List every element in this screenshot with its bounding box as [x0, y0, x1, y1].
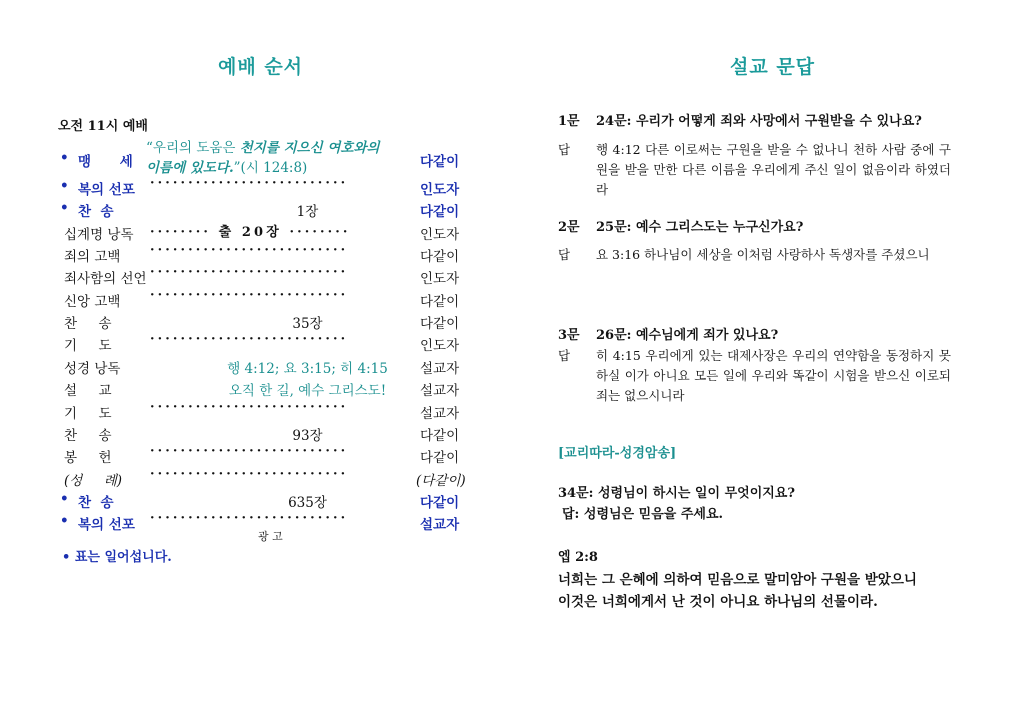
q2-answer-label: 답: [558, 247, 571, 262]
worship-item-leader: 다같이: [420, 450, 460, 467]
worship-row: [60, 424, 470, 446]
order-of-worship-title: 예배 순서: [218, 56, 304, 78]
q2-number: 2문: [558, 220, 580, 235]
worship-row: [60, 178, 470, 200]
worship-item-detail: 35장: [292, 316, 323, 333]
q1-answer: 행 4:12 다른 이로써는 구원을 받을 수 없나니 천하 사람 중에 구원을 받을 만한 다른 이름을 우리에게 주신 일이 없음이라 하였더라: [596, 142, 951, 197]
leader-dots: ··························: [150, 332, 349, 348]
worship-item-label: 십계명 낭독: [64, 226, 134, 243]
worship-row: [60, 223, 470, 245]
worship-item-label: 복의 선포: [78, 517, 135, 534]
leader-dots: ··························: [150, 511, 349, 527]
worship-item-leader: 인도자: [420, 226, 460, 243]
q2-question: 25문: 예수 그리스도는 누구신가요?: [596, 220, 804, 235]
worship-item-leader: 다같이: [420, 204, 460, 221]
worship-row: [60, 334, 470, 356]
worship-item-label: 죄의 고백: [64, 249, 121, 266]
worship-item-label: 찬 송: [64, 427, 112, 444]
leader-dots: ··························: [150, 243, 349, 259]
q3-question: 26문: 예수님에게 죄가 있나요?: [596, 328, 779, 343]
worship-row: [60, 466, 470, 491]
worship-item-label: 복의 선포: [78, 182, 135, 198]
call-to-worship-leader: 다같이: [420, 154, 460, 170]
memory-verse-line2: 이것은 너희에게서 난 것이 아니요 하나님의 선물이라.: [558, 594, 878, 610]
worship-item-leader: 다같이: [420, 427, 460, 444]
call-to-worship-text: [146, 138, 406, 178]
worship-item-leader: 다같이: [420, 316, 460, 333]
verse-emph: 천지를 지으신 여호와의: [239, 140, 380, 156]
worship-item-label: 찬 송: [78, 204, 114, 221]
memory-verse-ref: 엡 2:8: [558, 550, 598, 565]
worship-item-detail: 93장: [292, 427, 323, 444]
leader-dots: ··························: [150, 399, 349, 415]
call-to-worship-label: 맹 세: [78, 154, 145, 170]
worship-row: [60, 446, 470, 468]
worship-item-label: 찬 송: [78, 494, 114, 511]
verse-plain: 우리의 도움은: [152, 140, 240, 156]
worship-item-leader: (다같이): [416, 472, 466, 489]
worship-item-detail: 오직 한 길, 예수 그리스도!: [228, 383, 387, 400]
worship-row: [60, 245, 470, 267]
stand-marker-icon: •: [60, 178, 69, 194]
memory-verse-line1: 너희는 그 은혜에 의하여 믿음으로 말미암아 구원을 받았으니: [558, 572, 917, 588]
worship-item-leader: 인도자: [420, 338, 460, 355]
worship-item-leader: 인도자: [420, 182, 460, 198]
sermon-qa-title: 설교 문답: [730, 56, 816, 78]
worship-item-leader: 설교자: [420, 383, 460, 400]
catechism-heading: [교리따라-성경암송]: [558, 446, 677, 461]
worship-item-leader: 다같이: [420, 249, 460, 266]
worship-item-label: 설 교: [64, 383, 112, 400]
worship-item-label: 찬 송: [64, 316, 112, 333]
worship-row: [60, 287, 470, 312]
service-time: 오전 11시 예배: [58, 119, 148, 134]
q2-answer: 요 3:16 하나님이 세상을 이처럼 사랑하사 독생자를 주셨으니: [596, 247, 930, 262]
worship-row: [60, 399, 470, 424]
leader-dots: ··························: [150, 265, 349, 281]
worship-item-label: (성 례): [64, 472, 123, 489]
worship-row: [60, 379, 470, 401]
worship-row: [60, 357, 470, 379]
catechism-answer: 답: 성령님은 믿음을 주세요.: [562, 507, 724, 522]
leader-dots: ··························: [150, 444, 349, 460]
standing-note: [62, 546, 172, 565]
q1-answer-label: 답: [558, 142, 571, 157]
worship-item-label: 성경 낭독: [64, 360, 121, 377]
worship-item-label: 기 도: [64, 405, 112, 422]
worship-item-leader: 다같이: [420, 494, 460, 511]
worship-item-label: 봉 헌: [64, 450, 112, 467]
leader-dots: ··························: [150, 176, 349, 191]
worship-item-detail: 행 4:12; 요 3:15; 히 4:15: [227, 360, 388, 377]
q3-number: 3문: [558, 328, 580, 343]
q1-question: 24문: 우리가 어떻게 죄와 사망에서 구원받을 수 있나요?: [596, 114, 922, 129]
catechism-question: 34문: 성령님이 하시는 일이 무엇이지요?: [558, 486, 795, 501]
q1-number: 1문: [558, 114, 580, 129]
stand-marker-icon: •: [62, 550, 71, 565]
q3-answer: 히 4:15 우리에게 있는 대제사장은 우리의 연약함을 동정하지 못하실 이가 아니요 모든 일에 우리와 똑같이 시험을 받으신 이로되 죄는 없으시니라: [596, 348, 951, 403]
verse-ref: ”(시 124:8): [233, 160, 308, 176]
worship-row: [60, 267, 470, 289]
standing-note-text: 표는 일어섭니다.: [74, 550, 172, 565]
worship-row: [60, 312, 470, 334]
stand-marker-icon: •: [60, 200, 69, 217]
q3-answer-label: 답: [558, 348, 571, 363]
stand-marker-icon: •: [60, 490, 69, 507]
leader-dots: ··························: [150, 466, 349, 482]
call-to-worship-row: [60, 138, 480, 180]
quote-open: “: [146, 140, 153, 156]
worship-item-leader: 인도자: [420, 271, 460, 288]
worship-item-leader: 설교자: [420, 517, 460, 534]
worship-item-detail: 1장: [296, 204, 319, 221]
worship-row: [60, 491, 470, 513]
worship-item-leader: 다같이: [420, 293, 460, 310]
worship-item-leader: 설교자: [420, 360, 460, 377]
worship-item-label: 기 도: [64, 338, 112, 355]
verse-emph-2: 이름에 있도다.: [146, 160, 234, 176]
announcement: 광 고: [258, 530, 283, 543]
stand-marker-icon: •: [60, 150, 69, 166]
worship-item-label: 신앙 고백: [64, 293, 121, 310]
leader-dots: ········ 출 20장 ········: [150, 224, 351, 240]
worship-item-detail: 635장: [288, 494, 327, 511]
worship-item-label: 죄사함의 선언: [64, 271, 147, 288]
worship-item-leader: 설교자: [420, 405, 460, 422]
worship-row: [60, 200, 470, 222]
stand-marker-icon: •: [60, 513, 69, 530]
leader-dots: ··························: [150, 287, 349, 303]
